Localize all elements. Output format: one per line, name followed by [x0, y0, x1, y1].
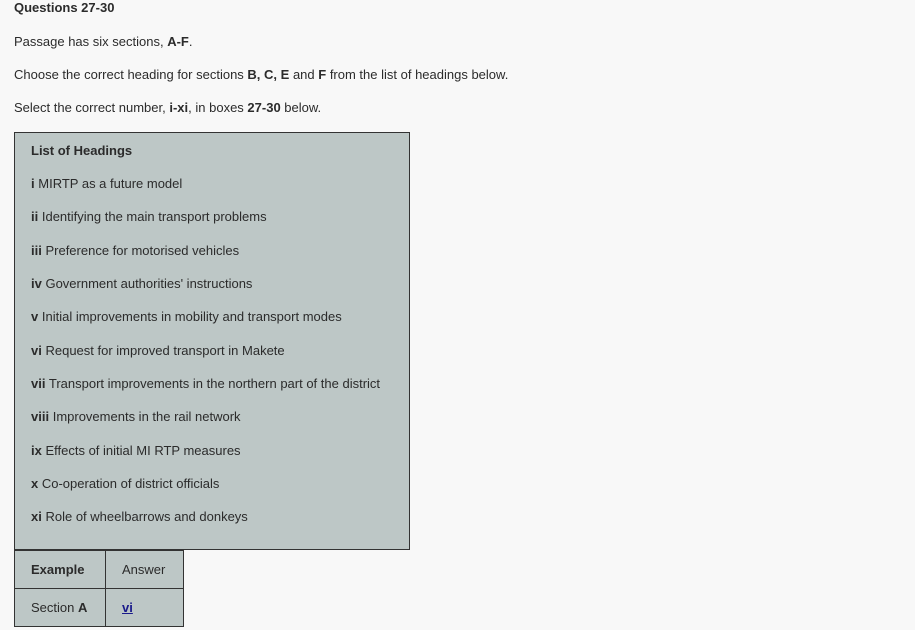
heading-item-v: v Initial improvements in mobility and transport modes	[31, 309, 342, 324]
heading-item-ix: ix Effects of initial MI RTP measures	[31, 443, 241, 458]
heading-item-i: i MIRTP as a future model	[31, 176, 183, 191]
table-row	[15, 589, 184, 627]
question-title: Questions 27-30	[14, 0, 115, 15]
heading-item-vi: vi Request for improved transport in Makete	[31, 343, 285, 358]
headings-title: List of Headings	[31, 143, 133, 158]
instruction-sections: Passage has six sections, A-F.	[14, 34, 193, 49]
answer-header: Answer	[106, 551, 184, 589]
example-header: Example	[15, 551, 106, 589]
example-answer-link[interactable]: vi	[122, 600, 133, 615]
instruction-select: Select the correct number, i-xi, in boxes 27-30 below.	[14, 100, 322, 115]
heading-item-x: x Co-operation of district officials	[31, 476, 220, 491]
table-row	[15, 551, 184, 589]
example-section-cell: Section A	[15, 589, 106, 627]
list-of-headings-box	[14, 132, 410, 550]
heading-item-vii: vii Transport improvements in the northern part of the district	[31, 376, 381, 391]
instruction-choose: Choose the correct heading for sections B, C, E and F from the list of headings below.	[14, 67, 509, 82]
heading-item-iii: iii Preference for motorised vehicles	[31, 243, 240, 258]
heading-item-xi: xi Role of wheelbarrows and donkeys	[31, 509, 248, 524]
heading-item-iv: iv Government authorities' instructions	[31, 276, 253, 291]
example-table	[14, 550, 184, 627]
heading-item-ii: ii Identifying the main transport problems	[31, 209, 267, 224]
heading-item-viii: viii Improvements in the rail network	[31, 409, 241, 424]
example-answer-cell	[106, 589, 184, 627]
